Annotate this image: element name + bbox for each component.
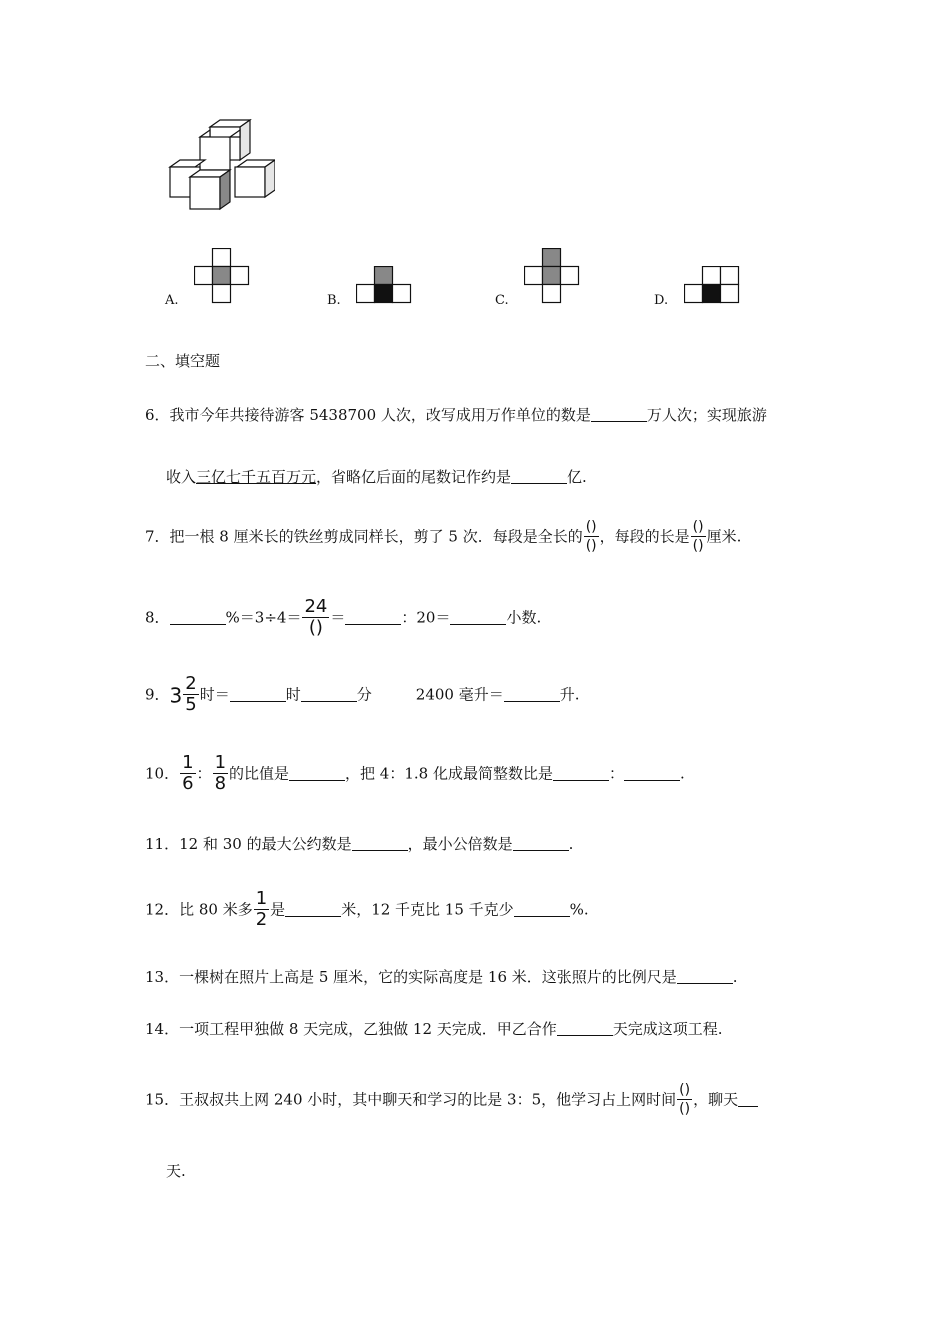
- question-13: [145, 966, 738, 988]
- q6-underlined-text: 三亿七千五百万元: [196, 468, 317, 486]
- option-c-label: C.: [495, 293, 509, 308]
- fraction: [302, 597, 329, 638]
- cube-side-face: [240, 120, 250, 160]
- question-15-line-2: 天.: [166, 1162, 186, 1180]
- question-15-line-1: [145, 1082, 758, 1119]
- q9-text: 时: [285, 685, 301, 704]
- fraction-denominator[interactable]: (): [585, 538, 597, 554]
- cube-front-face: [190, 177, 220, 209]
- cube-front-face: [235, 167, 265, 197]
- answer-blank[interactable]: [677, 968, 733, 984]
- fraction-numerator: 24: [304, 596, 328, 617]
- q14-text: 14．一项工程甲独做 8 天完成，乙独做 12 天完成．甲乙合作: [145, 1020, 557, 1038]
- q13-text: .: [732, 968, 738, 986]
- q11-text: ，最小公倍数是: [407, 835, 513, 853]
- answer-blank[interactable]: [289, 765, 345, 781]
- q11-text: 11．12 和 30 的最大公约数是: [145, 835, 352, 853]
- q12-text: 是: [270, 900, 286, 919]
- option-a-label: A.: [165, 293, 179, 308]
- q7-text: 厘米.: [706, 527, 742, 546]
- q13-text: 13．一棵树在照片上高是 5 厘米，它的实际高度是 16 米．这张照片的比例尺是: [145, 968, 677, 986]
- fraction-denominator: 2: [255, 909, 268, 930]
- fraction-denominator: 5: [185, 694, 197, 715]
- fraction: [183, 674, 198, 715]
- answer-blank[interactable]: [504, 686, 560, 702]
- cube-stack-figure: [165, 115, 275, 215]
- answer-blank[interactable]: [511, 468, 567, 484]
- fraction-denominator[interactable]: (): [308, 617, 323, 638]
- fraction-numerator: 2: [185, 673, 197, 694]
- fraction: [584, 518, 599, 555]
- q12-text: 米，12 千克比 15 千克少: [341, 900, 514, 919]
- q15-text: 15．王叔叔共上网 240 小时，其中聊天和学习的比是 3：5，他学习占上网时间: [145, 1090, 677, 1109]
- q9-text: 9．: [145, 685, 170, 704]
- fraction: [254, 889, 269, 930]
- answer-blank[interactable]: [738, 1091, 758, 1107]
- answer-blank[interactable]: [285, 901, 341, 917]
- cube-front-face: [200, 137, 230, 170]
- fraction-numerator: 1: [214, 752, 227, 773]
- q8-text: ＝: [330, 608, 346, 627]
- q10-text: 的比值是: [229, 764, 290, 783]
- option-c-figure[interactable]: [524, 248, 580, 304]
- answer-blank[interactable]: [345, 609, 401, 625]
- question-6-line-1: [145, 404, 767, 426]
- q12-text: %.: [569, 900, 589, 919]
- q11-text: .: [568, 835, 574, 853]
- question-8: [145, 598, 541, 639]
- q9-text: 时＝: [199, 685, 230, 704]
- answer-blank[interactable]: [170, 609, 226, 625]
- answer-blank[interactable]: [624, 765, 680, 781]
- q8-text: 8．: [145, 608, 170, 627]
- question-12: [145, 890, 589, 931]
- q7-text: ，每段的长是: [599, 527, 690, 546]
- answer-blank[interactable]: [450, 609, 506, 625]
- q6-text: ，省略亿后面的尾数记作约是: [316, 468, 512, 486]
- cube-side-face: [265, 160, 275, 197]
- q8-text: %＝3÷4＝: [225, 608, 302, 627]
- answer-blank[interactable]: [301, 686, 357, 702]
- q9-text: 2400 毫升＝: [415, 685, 504, 704]
- q10-text: .: [679, 764, 685, 783]
- option-a-figure[interactable]: [194, 248, 250, 304]
- q12-text: 12．比 80 米多: [145, 900, 253, 919]
- q6-text: 收入: [166, 468, 197, 486]
- question-14: [145, 1018, 723, 1040]
- fraction-numerator: 1: [182, 752, 194, 773]
- fraction-numerator[interactable]: (): [692, 519, 704, 535]
- fraction-denominator: 8: [214, 773, 227, 794]
- fraction: [691, 518, 706, 555]
- fraction-numerator: 1: [255, 888, 268, 909]
- option-b-figure[interactable]: [356, 266, 412, 304]
- q8-text: ：20＝: [401, 608, 451, 627]
- cube-shaded-face: [220, 170, 230, 209]
- option-b-label: B.: [327, 293, 341, 308]
- q9-text: 升.: [559, 685, 580, 704]
- q7-text: 7．把一根 8 厘米长的铁丝剪成同样长，剪了 5 次．每段是全长的: [145, 527, 583, 546]
- section-title: 二、填空题: [145, 352, 221, 370]
- fraction: [213, 753, 228, 794]
- q6-text: 6．我市今年共接待游客 5438700 人次，改写成用万作单位的数是: [145, 406, 591, 424]
- fraction-denominator[interactable]: (): [679, 1101, 691, 1117]
- fraction-numerator[interactable]: (): [585, 519, 597, 535]
- mixed-number-whole: 3: [169, 683, 183, 708]
- q6-text: 万人次；实现旅游: [646, 406, 767, 424]
- answer-blank[interactable]: [591, 406, 647, 422]
- q10-text: ：: [196, 764, 212, 783]
- answer-blank[interactable]: [553, 765, 609, 781]
- question-6-line-2: [166, 466, 587, 488]
- fraction-denominator[interactable]: (): [692, 538, 704, 554]
- q10-text: 10．: [145, 764, 180, 783]
- fraction: [180, 753, 195, 794]
- option-d-figure[interactable]: [684, 266, 740, 304]
- question-9: [145, 675, 580, 716]
- answer-blank[interactable]: [352, 835, 408, 851]
- fraction-numerator[interactable]: (): [679, 1082, 691, 1098]
- question-7: [145, 519, 741, 556]
- answer-blank[interactable]: [514, 901, 570, 917]
- q9-text: 分: [356, 685, 372, 704]
- q6-text: 亿.: [567, 468, 587, 486]
- fraction: [677, 1081, 692, 1118]
- answer-blank[interactable]: [557, 1020, 613, 1036]
- answer-blank[interactable]: [513, 835, 569, 851]
- q10-text: ：: [608, 764, 624, 783]
- q15-text: ，聊天: [693, 1090, 739, 1109]
- question-11: [145, 833, 573, 855]
- question-10: [145, 754, 685, 795]
- q14-text: 天完成这项工程.: [612, 1020, 723, 1038]
- q10-text: ，把 4：1.8 化成最简整数比是: [345, 764, 553, 783]
- fraction-denominator: 6: [182, 773, 194, 794]
- option-d-label: D.: [654, 293, 669, 308]
- answer-blank[interactable]: [230, 686, 286, 702]
- q8-text: 小数.: [506, 608, 542, 627]
